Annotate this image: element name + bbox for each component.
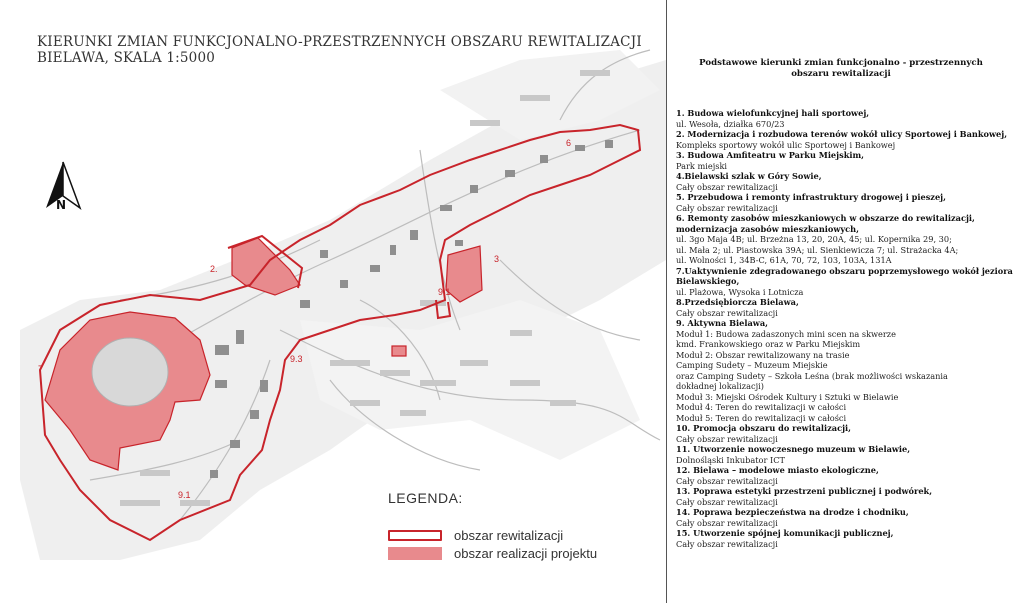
item-line: ul. 3go Maja 4B; ul. Brzeżna 13, 20, 20A, 45; ul. Kopernika 29, 30; (676, 234, 952, 244)
panel-title-line2: obszaru rewitalizacji (791, 69, 891, 79)
zone-label-9-3: 9.3 (290, 354, 303, 364)
list-item (676, 108, 1016, 129)
list-item (676, 297, 1016, 318)
item-line: Cały obszar rewitalizacji (676, 538, 778, 549)
item-line: Moduł 3: Miejski Ośrodek Kultury i Sztuki w Bielawie (676, 391, 899, 402)
item-title: 13. Poprawa estetyki przestrzeni publicznej i podwórek, (676, 486, 933, 496)
item-line: ul. Wesoła, działka 670/23 (676, 118, 785, 129)
stadium-oval (92, 338, 168, 406)
list-item (676, 486, 1016, 507)
map-title (37, 34, 642, 66)
item-title: 12. Bielawa – modelowe miasto ekologiczne, (676, 465, 879, 475)
item-line: Kompleks sportowy wokół ulic Sportowej i Bankowej (676, 139, 896, 150)
legend-swatch-project (388, 547, 442, 560)
list-item (676, 528, 1016, 549)
item-title: 4.Bielawski szlak w Góry Sowie, (676, 171, 822, 181)
item-line: Moduł 5: Teren do rewitalizacji w całości (676, 412, 847, 423)
item-line: kmd. Frankowskiego oraz w Parku Miejskim (676, 339, 861, 349)
item-title: 7.Uaktywnienie zdegradowanego obszaru poprzemysłowego wokół jeziora Bielawskiego, (676, 265, 1013, 286)
list-item (676, 465, 1016, 486)
project-area-3 (446, 246, 482, 302)
item-line: Park miejski (676, 160, 728, 171)
item-line: Moduł 1: Budowa zadaszonych mini scen na skwerze (676, 328, 896, 339)
zone-label-9-1-east: 9.1 (438, 287, 451, 297)
item-line: Moduł 4: Teren do rewitalizacji w całości (676, 402, 847, 412)
item-line: Moduł 2: Obszar rewitalizowany na trasie (676, 349, 850, 360)
legend-row-project (388, 544, 597, 562)
legend-label-project: obszar realizacji projektu (454, 545, 598, 561)
directions-list (676, 108, 1016, 549)
legend-label-boundary: obszar rewitalizacji (454, 527, 564, 543)
list-item (676, 423, 1016, 444)
item-line: ul. Wolności 1, 34B-C, 61A, 70, 72, 103, 103A, 131A (676, 255, 892, 265)
legend-title: LEGENDA: (388, 490, 463, 506)
legend (388, 490, 597, 562)
item-title: 11. Utworzenie nowoczesnego muzeum w Bielawie, (676, 444, 911, 454)
list-item (676, 444, 1016, 465)
map-title-line1: KIERUNKI ZMIAN FUNKCJONALNO-PRZESTRZENNYCH OBSZARU REWITALIZACJI (37, 34, 642, 50)
item-line: Dolnośląski Inkubator ICT (676, 454, 785, 465)
zone-label-9-1-south: 9.1 (178, 490, 191, 500)
item-line: Camping Sudety – Muzeum Miejskie (676, 360, 828, 370)
legend-row-boundary (388, 526, 597, 544)
legend-swatch-boundary (388, 530, 442, 541)
list-item (676, 318, 1016, 423)
item-title: 1. Budowa wielofunkcyjnej hali sportowej, (676, 108, 870, 118)
list-item (676, 150, 1016, 171)
item-title: 5. Przebudowa i remonty infrastruktury drogowej i pieszej, (676, 192, 946, 202)
item-title: 14. Poprawa bezpieczeństwa na drodze i chodniku, (676, 507, 909, 517)
directions-panel (676, 58, 1016, 549)
item-line: oraz Camping Sudety – Szkoła Leśna (brak możliwości wskazania (676, 370, 948, 381)
map-title-line2: BIELAWA, SKALA 1:5000 (37, 50, 216, 66)
panel-divider (666, 0, 667, 603)
zone-label-7: 7 (38, 364, 44, 374)
zone-label-6: 6 (566, 138, 572, 148)
list-item (676, 507, 1016, 528)
panel-title (676, 58, 1006, 80)
item-line: Cały obszar rewitalizacji (676, 307, 778, 318)
zone-label-3: 3 (494, 254, 500, 264)
item-title: 15. Utworzenie spójnej komunikacji publicznej, (676, 528, 894, 538)
item-title: 3. Budowa Amfiteatru w Parku Miejskim, (676, 150, 865, 160)
item-line: Cały obszar rewitalizacji (676, 496, 778, 507)
item-title: 2. Modernizacja i rozbudowa terenów wokół ulicy Sportowej i Bankowej, (676, 129, 1008, 139)
project-area-9-3 (392, 346, 406, 356)
item-line: Cały obszar rewitalizacji (676, 181, 778, 192)
item-line: ul. Plażowa, Wysoka i Lotnicza (676, 286, 804, 297)
item-line: ul. Mała 2; ul. Piastowska 39A; ul. Sienkiewicza 7; ul. Strażacka 4A; (676, 244, 959, 255)
list-item (676, 266, 1016, 298)
list-item (676, 192, 1016, 213)
panel-title-line1: Podstawowe kierunki zmian funkcjonalno - przestrzennych (699, 58, 983, 68)
item-title: 6. Remonty zasobów mieszkaniowych w obszarze do rewitalizacji, modernizacja zasobów mieszkaniowych, (676, 213, 975, 234)
list-item (676, 213, 1016, 266)
item-line: Cały obszar rewitalizacji (676, 475, 778, 486)
zone-label-2: 2. (210, 264, 218, 274)
item-line: Cały obszar rewitalizacji (676, 433, 778, 444)
list-item (676, 129, 1016, 150)
item-line: Cały obszar rewitalizacji (676, 517, 778, 528)
north-label: N (56, 198, 67, 212)
item-line: dokładnej lokalizacji) (676, 381, 764, 391)
list-item (676, 171, 1016, 192)
item-title: 10. Promocja obszaru do rewitalizacji, (676, 423, 852, 433)
item-title: 8.Przedsiębiorcza Bielawa, (676, 297, 799, 307)
item-title: 9. Aktywna Bielawa, (676, 318, 768, 328)
item-line: Cały obszar rewitalizacji (676, 202, 778, 213)
